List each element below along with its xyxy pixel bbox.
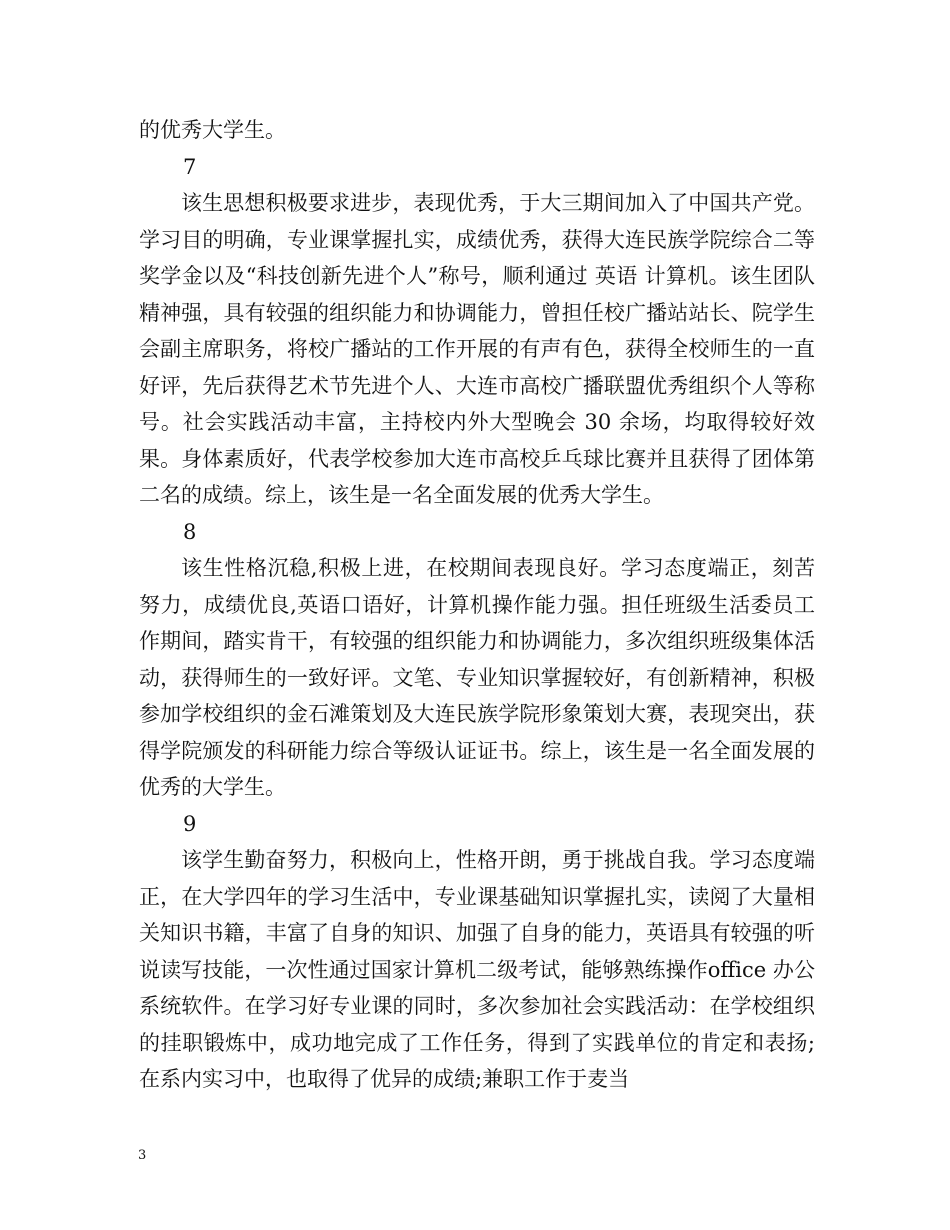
section-number: 9	[183, 811, 197, 836]
continued-text-line: 的优秀大学生。	[139, 118, 286, 142]
section-number: 7	[183, 154, 197, 179]
section-paragraph: 该生思想积极要求进步，表现优秀，于大三期间加入了中国共产党。学习目的明确，专业课掌握扎实，成绩优秀，获得大连民族学院综合二等奖学金以及“科技创新先进个人”称号，顺利通过 英语 计算机。该生团队精神强，具有较强的组织能力和协调能力，曾担任校广播站站长、院学生会副主席职务，将校广播站的工作开展的有声有色，获得全校师生的一直好评，先后获得艺术节先进个人、大连市高校广播联盟优秀组织个人等称号。社会实践活动丰富，主持校内外大型晚会 30 余场，均取得较好效果。身体素质好，代表学校参加大连市高校乒乓球比赛并且获得了团体第二名的成绩。综上，该生是一名全面发展的优秀大学生。	[139, 191, 815, 507]
page-number: 3	[138, 1148, 147, 1163]
section-number: 8	[183, 519, 197, 544]
section-paragraph: 该学生勤奋努力，积极向上，性格开朗，勇于挑战自我。学习态度端正，在大学四年的学习生活中，专业课基础知识掌握扎实，读阅了大量相关知识书籍，丰富了自身的知识、加强了自身的能力，英语具有较强的听说读写技能，一次性通过国家计算机二级考试，能够熟练操作office 办公系统软件。在学习好专业课的同时，多次参加社会实践活动：在学校组织的挂职锻炼中，成功地完成了工作任务，得到了实践单位的肯定和表扬;在系内实习中，也取得了优异的成绩;兼职工作于麦当	[139, 848, 815, 1091]
document-body	[139, 112, 815, 1098]
section-paragraph: 该生性格沉稳,积极上进，在校期间表现良好。学习态度端正，刻苦努力，成绩优良,英语口语好，计算机操作能力强。担任班级生活委员工作期间，踏实肯干，有较强的组织能力和协调能力，多次组织班级集体活动，获得师生的一致好评。文笔、专业知识掌握较好，有创新精神，积极参加学校组织的金石滩策划及大连民族学院形象策划大赛，表现突出，获得学院颁发的科研能力综合等级认证证书。综上，该生是一名全面发展的优秀的大学生。	[139, 556, 815, 799]
